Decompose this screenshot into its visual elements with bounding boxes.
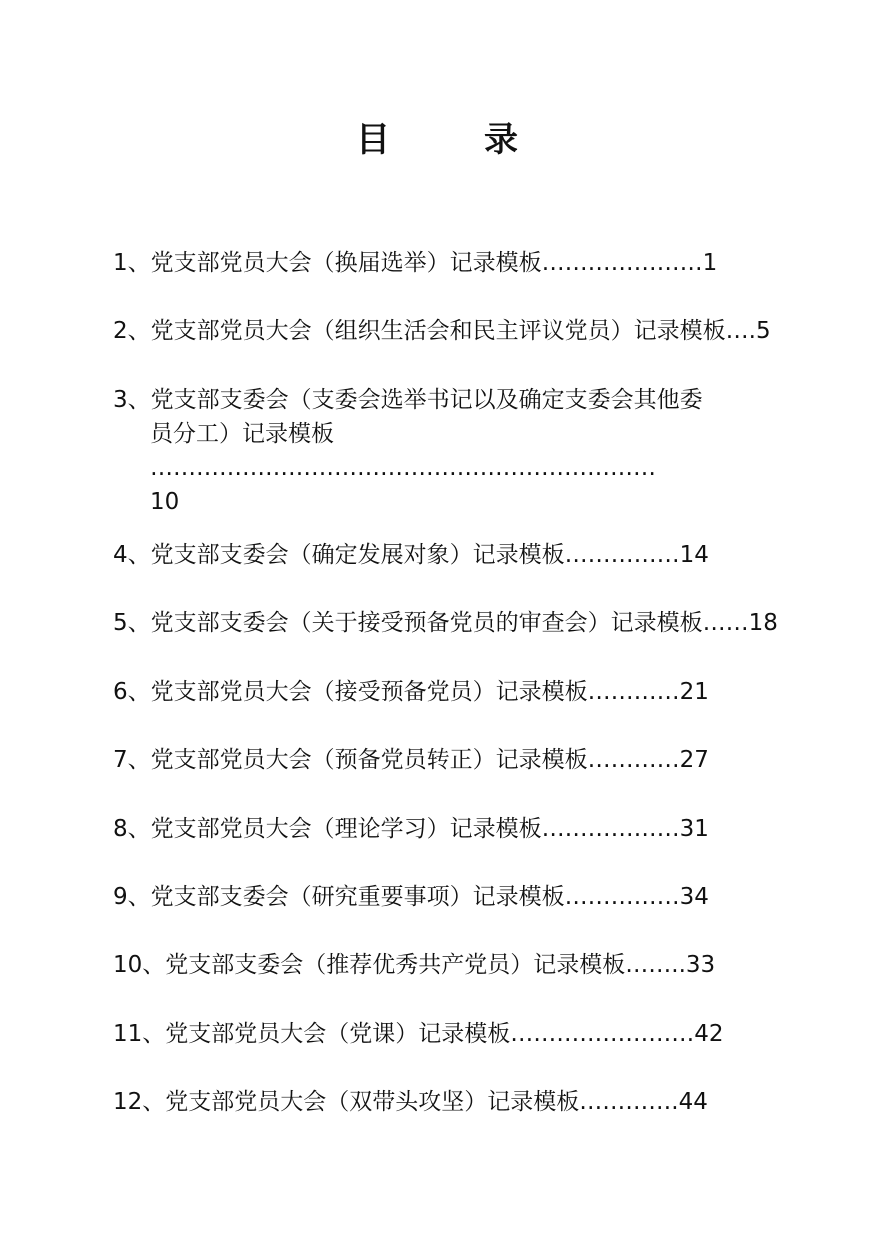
toc-entry-2[interactable] <box>113 314 769 348</box>
entry-page: 34 <box>679 884 709 910</box>
toc-entry-9[interactable] <box>113 880 769 914</box>
entry-number: 2、 <box>113 318 151 344</box>
entry-text: 党支部党员大会（党课）记录模板 <box>165 1021 511 1047</box>
entry-number: 12、 <box>113 1089 166 1115</box>
entry-number: 1、 <box>113 250 151 276</box>
entry-dots: ………… <box>587 679 680 705</box>
toc-entry-12[interactable] <box>113 1085 769 1119</box>
entry-number: 5、 <box>113 610 151 636</box>
entry-number: 4、 <box>113 542 151 568</box>
entry-number: 10、 <box>113 952 166 978</box>
page-title: 目 录 <box>356 120 548 160</box>
entry-page: 31 <box>679 816 709 842</box>
entry-text: 党支部支委会（关于接受预备党员的审查会）记录模板 <box>150 610 703 636</box>
entry-page: 5 <box>755 318 771 344</box>
entry-text: 党支部支委会（研究重要事项）记录模板 <box>150 884 565 910</box>
entry-number: 3、 <box>113 387 151 413</box>
entry-text: 党支部党员大会（换届选举）记录模板 <box>150 250 542 276</box>
entry-page: 44 <box>678 1089 708 1115</box>
entry-page: 10 <box>150 489 180 515</box>
toc-entry-8[interactable] <box>113 812 769 846</box>
entry-dots: …………………… <box>510 1021 695 1047</box>
entry-dots: …. <box>725 318 756 344</box>
toc-entry-6[interactable] <box>113 675 769 709</box>
entry-page: 27 <box>679 747 709 773</box>
entry-text: 党支部党员大会（组织生活会和民主评议党员）记录模板 <box>150 318 726 344</box>
toc-entry-7[interactable] <box>113 743 769 777</box>
entry-dots: …… <box>702 610 749 636</box>
toc-entry-5[interactable] <box>113 606 778 640</box>
entry-page: 33 <box>685 952 716 978</box>
entry-number: 6、 <box>113 679 151 705</box>
entry-text: 员分工）记录模板 <box>150 421 334 447</box>
entry-dots: …………… <box>564 884 680 910</box>
entry-text: 党支部支委会（支委会选举书记以及确定支委会其他委 <box>150 387 703 413</box>
entry-text: 党支部支委会（推荐优秀共产党员）记录模板 <box>165 952 626 978</box>
entry-text: 党支部党员大会（理论学习）记录模板 <box>150 816 542 842</box>
entry-number: 7、 <box>113 747 151 773</box>
entry-number: 8、 <box>113 816 151 842</box>
entry-page: 18 <box>748 610 778 636</box>
entry-dots: …………… <box>564 542 680 568</box>
entry-dots: ………………… <box>541 250 703 276</box>
entry-dots: …….. <box>625 952 686 978</box>
entry-number: 11、 <box>113 1021 166 1047</box>
entry-dots: ………… <box>587 747 680 773</box>
entry-text: 党支部党员大会（双带头攻坚）记录模板 <box>165 1089 580 1115</box>
entry-page: 14 <box>679 542 709 568</box>
entry-text: 党支部党员大会（接受预备党员）记录模板 <box>150 679 588 705</box>
entry-page: 42 <box>694 1021 724 1047</box>
entry-dots: …………. <box>579 1089 679 1115</box>
toc-entry-1[interactable] <box>113 246 769 280</box>
entry-text: 党支部党员大会（预备党员转正）记录模板 <box>150 747 588 773</box>
entry-page: 1 <box>702 250 718 276</box>
toc-entry-4[interactable] <box>113 538 769 572</box>
entry-page: 21 <box>679 679 709 705</box>
toc-entry-10[interactable] <box>113 948 769 982</box>
entry-dots: ………………………………………………………… <box>150 455 656 481</box>
toc-entry-11[interactable] <box>113 1017 769 1051</box>
entry-number: 9、 <box>113 884 151 910</box>
entry-dots: ……………… <box>541 816 680 842</box>
toc-entry-3[interactable] <box>113 383 769 519</box>
entry-text: 党支部支委会（确定发展对象）记录模板 <box>150 542 565 568</box>
